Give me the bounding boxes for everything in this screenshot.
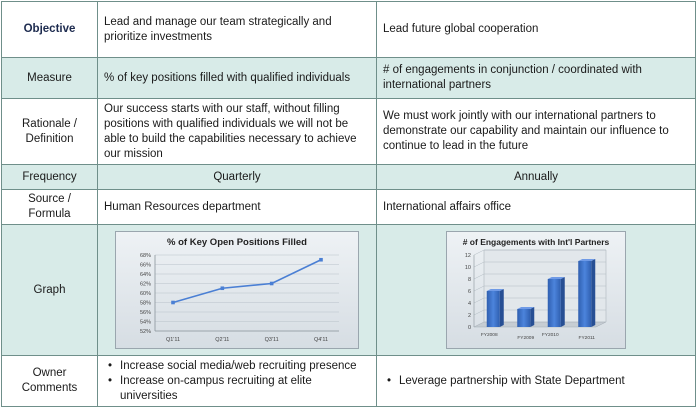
measure-right: # of engagements in conjunction / coordinated with international partners (377, 58, 696, 99)
scorecard-table (1, 1, 696, 407)
source-left: Human Resources department (98, 190, 377, 225)
comments-left (98, 356, 377, 407)
line-chart-ytick: 56% (139, 310, 151, 316)
comment-item: • Increase on-campus recruiting at elite universities (120, 374, 370, 404)
line-chart-ytick: 68% (139, 253, 151, 259)
rationale-right: We must work jointly with our international partners to demonstrate our capability and maintain our influence to continue to lead in the future (377, 99, 696, 165)
bar-face (578, 261, 591, 327)
rationale-row (2, 99, 696, 165)
comments-row (2, 356, 696, 407)
line-chart-ytick: 64% (139, 272, 151, 278)
frequency-right: Annually (377, 165, 696, 190)
frequency-row (2, 165, 696, 190)
line-chart (115, 231, 359, 349)
bar-chart-bar (578, 259, 595, 327)
line-chart-point (270, 282, 274, 286)
line-chart-ytick: 58% (139, 300, 151, 307)
rationale-left: Our success starts with our staff, without filling positions with qualified individuals we will not be able to build the capabilities necessary to achieve our mission (98, 99, 377, 165)
comment-item: • Leverage partnership with State Department (399, 374, 689, 389)
source-label: Source / Formula (2, 190, 98, 225)
bar-chart-ytick: 0 (467, 325, 471, 331)
bar-chart-bar (548, 277, 565, 327)
measure-label: Measure (2, 58, 98, 99)
objective-left: Lead and manage our team strategically and prioritize investments (98, 2, 377, 58)
graph-label: Graph (2, 225, 98, 356)
bar-side (591, 259, 595, 327)
comments-right-list (383, 374, 689, 389)
source-right: International affairs office (377, 190, 696, 225)
bar-chart-xtick: FY2010 (541, 333, 559, 338)
rationale-label: Rationale / Definition (2, 99, 98, 165)
frequency-label: Frequency (2, 165, 98, 190)
line-chart-ytick: 62% (139, 281, 151, 288)
line-chart-point (319, 258, 323, 262)
line-chart-xtick: Q1'11 (165, 337, 181, 343)
bar-chart-bar (517, 307, 534, 327)
line-chart-xtick: Q3'11 (264, 337, 279, 343)
measure-row (2, 58, 696, 99)
bar-chart-xtick: FY2009 (517, 336, 535, 341)
line-chart-ytick: 66% (139, 262, 151, 269)
line-chart-xtick: Q4'11 (313, 337, 329, 343)
comment-item: • Increase social media/web recruiting presence (120, 359, 370, 374)
line-chart-ytick: 54% (139, 319, 151, 326)
line-chart-ytick: 52% (139, 329, 151, 335)
line-chart-point (221, 286, 225, 290)
bar-chart-ytick: 2 (467, 313, 471, 319)
bar-face (487, 291, 500, 327)
bar-face (548, 279, 561, 327)
objective-right: Lead future global cooperation (377, 2, 696, 58)
bar-face (517, 309, 530, 327)
objective-row (2, 2, 696, 58)
graph-row (2, 225, 696, 356)
line-chart-point (171, 301, 175, 305)
bar-chart-bar (487, 289, 504, 327)
bar-side (530, 307, 534, 327)
graph-left-cell (98, 225, 377, 356)
comments-label: Owner Comments (2, 356, 98, 407)
comments-left-list (104, 359, 370, 404)
graph-right-cell (377, 225, 696, 356)
bar-chart (446, 231, 626, 349)
bar-chart-title: # of Engagements with Int'l Partners (462, 237, 610, 247)
source-row (2, 190, 696, 225)
bar-chart-xtick: FY2011 (578, 336, 595, 341)
bar-chart-ytick: 12 (464, 253, 471, 259)
bar-side (500, 289, 504, 327)
bar-chart-ytick: 4 (467, 301, 471, 307)
bar-chart-ytick: 10 (464, 265, 471, 271)
bar-chart-ytick: 8 (467, 277, 471, 283)
bar-side (561, 277, 565, 327)
line-chart-title: % of Key Open Positions Filled (167, 237, 307, 248)
comments-right (377, 356, 696, 407)
objective-label: Objective (2, 2, 98, 58)
line-chart-xtick: Q2'11 (215, 337, 230, 343)
bar-chart-ytick: 6 (467, 289, 471, 295)
line-chart-ytick: 60% (139, 291, 151, 297)
measure-left: % of key positions filled with qualified individuals (98, 58, 377, 99)
bar-chart-xtick: FY2008 (480, 333, 498, 338)
frequency-left: Quarterly (98, 165, 377, 190)
